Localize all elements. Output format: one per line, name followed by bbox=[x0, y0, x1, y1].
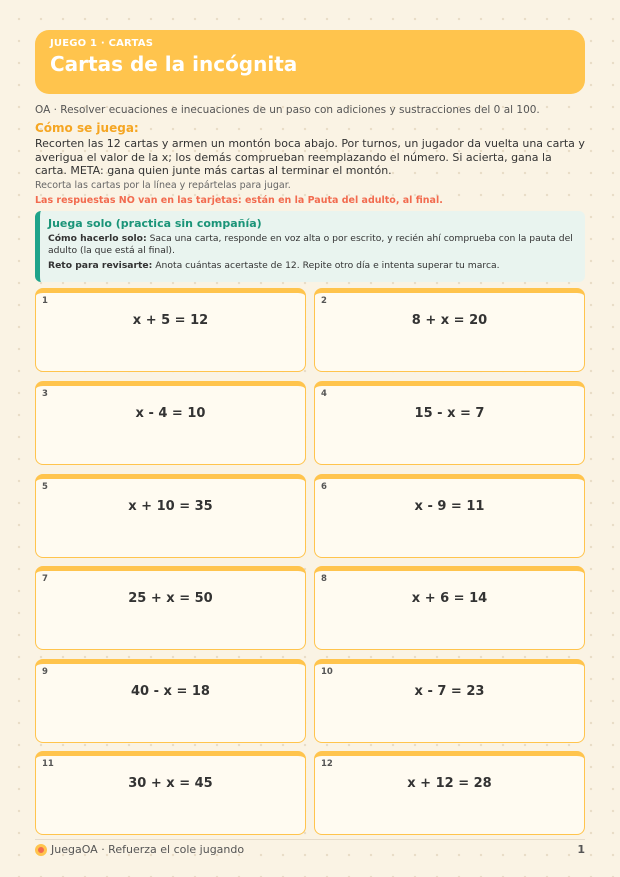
card-equation: x + 6 = 14 bbox=[411, 591, 488, 606]
footer-divider bbox=[35, 839, 585, 840]
card-equation: x - 4 = 10 bbox=[135, 406, 206, 421]
equation-card bbox=[35, 381, 306, 465]
solo-play-box bbox=[35, 211, 585, 282]
solo-challenge-label: Reto para revisarte: bbox=[48, 260, 153, 271]
card-number: 2 bbox=[321, 296, 327, 306]
solo-how-label: Cómo hacerlo solo: bbox=[48, 233, 147, 244]
card-number: 3 bbox=[42, 389, 48, 399]
equation-card bbox=[35, 751, 306, 835]
card-equation: x + 5 = 12 bbox=[132, 313, 209, 328]
card-equation: 8 + x = 20 bbox=[411, 313, 488, 328]
how-to-play-text: Recorten las 12 cartas y armen un montón boca abajo. Por turnos, un jugador da vuelta una carta y averigua el valor de la x; los demás comprueban reemplazando el número. Si acierta, gana la carta. META: gana quien junte más cartas al terminar el montón. bbox=[35, 137, 585, 177]
solo-title: Juega solo (practica sin compañía) bbox=[48, 217, 262, 230]
game-kicker: JUEGO 1 · CARTAS bbox=[50, 38, 154, 49]
card-number: 7 bbox=[42, 574, 48, 584]
card-number: 12 bbox=[321, 759, 333, 769]
equation-card bbox=[35, 659, 306, 743]
answers-warning: Las respuestas NO van en las tarjetas: están en la Pauta del adulto, al final. bbox=[35, 195, 443, 206]
card-number: 6 bbox=[321, 482, 327, 492]
card-equation: x - 9 = 11 bbox=[414, 499, 485, 514]
cut-instructions: Recorta las cartas por la línea y repártelas para jugar. bbox=[35, 180, 291, 191]
solo-how-text: Saca una carta, responde en voz alta o por escrito, y recién ahí comprueba con la pauta del adulto (la que está al final). bbox=[48, 233, 573, 256]
card-number: 8 bbox=[321, 574, 327, 584]
page-number: 1 bbox=[577, 843, 585, 856]
footer-brand: JuegaOA · Refuerza el cole jugando bbox=[51, 843, 245, 856]
card-equation: 30 + x = 45 bbox=[128, 776, 213, 791]
card-number: 9 bbox=[42, 667, 48, 677]
page-title: Cartas de la incógnita bbox=[50, 52, 298, 76]
learning-objective: OA · Resolver ecuaciones e inecuaciones de un paso con adiciones y sustracciones del 0 al 100. bbox=[35, 104, 540, 116]
equation-card bbox=[35, 288, 306, 372]
card-number: 4 bbox=[321, 389, 327, 399]
card-equation: 15 - x = 7 bbox=[414, 406, 485, 421]
solo-how-line bbox=[48, 233, 575, 257]
brand-logo-icon bbox=[35, 844, 47, 856]
equation-card bbox=[35, 566, 306, 650]
card-equation: x - 7 = 23 bbox=[414, 684, 485, 699]
equation-card bbox=[35, 474, 306, 558]
card-number: 5 bbox=[42, 482, 48, 492]
equation-card bbox=[314, 474, 585, 558]
equation-card bbox=[314, 659, 585, 743]
card-equation: 40 - x = 18 bbox=[131, 684, 210, 699]
card-number: 10 bbox=[321, 667, 333, 677]
equation-card bbox=[314, 381, 585, 465]
solo-challenge-text: Anota cuántas acertaste de 12. Repite otro día e intenta superar tu marca. bbox=[152, 260, 500, 271]
solo-challenge-line bbox=[48, 260, 575, 272]
card-number: 11 bbox=[42, 759, 54, 769]
card-number: 1 bbox=[42, 296, 48, 306]
equation-card bbox=[314, 751, 585, 835]
page-header bbox=[35, 30, 585, 94]
card-equation: 25 + x = 50 bbox=[128, 591, 213, 606]
card-equation: x + 12 = 28 bbox=[407, 776, 492, 791]
card-equation: x + 10 = 35 bbox=[128, 499, 213, 514]
how-to-play-title: Cómo se juega: bbox=[35, 121, 139, 135]
equation-card bbox=[314, 288, 585, 372]
equation-card bbox=[314, 566, 585, 650]
